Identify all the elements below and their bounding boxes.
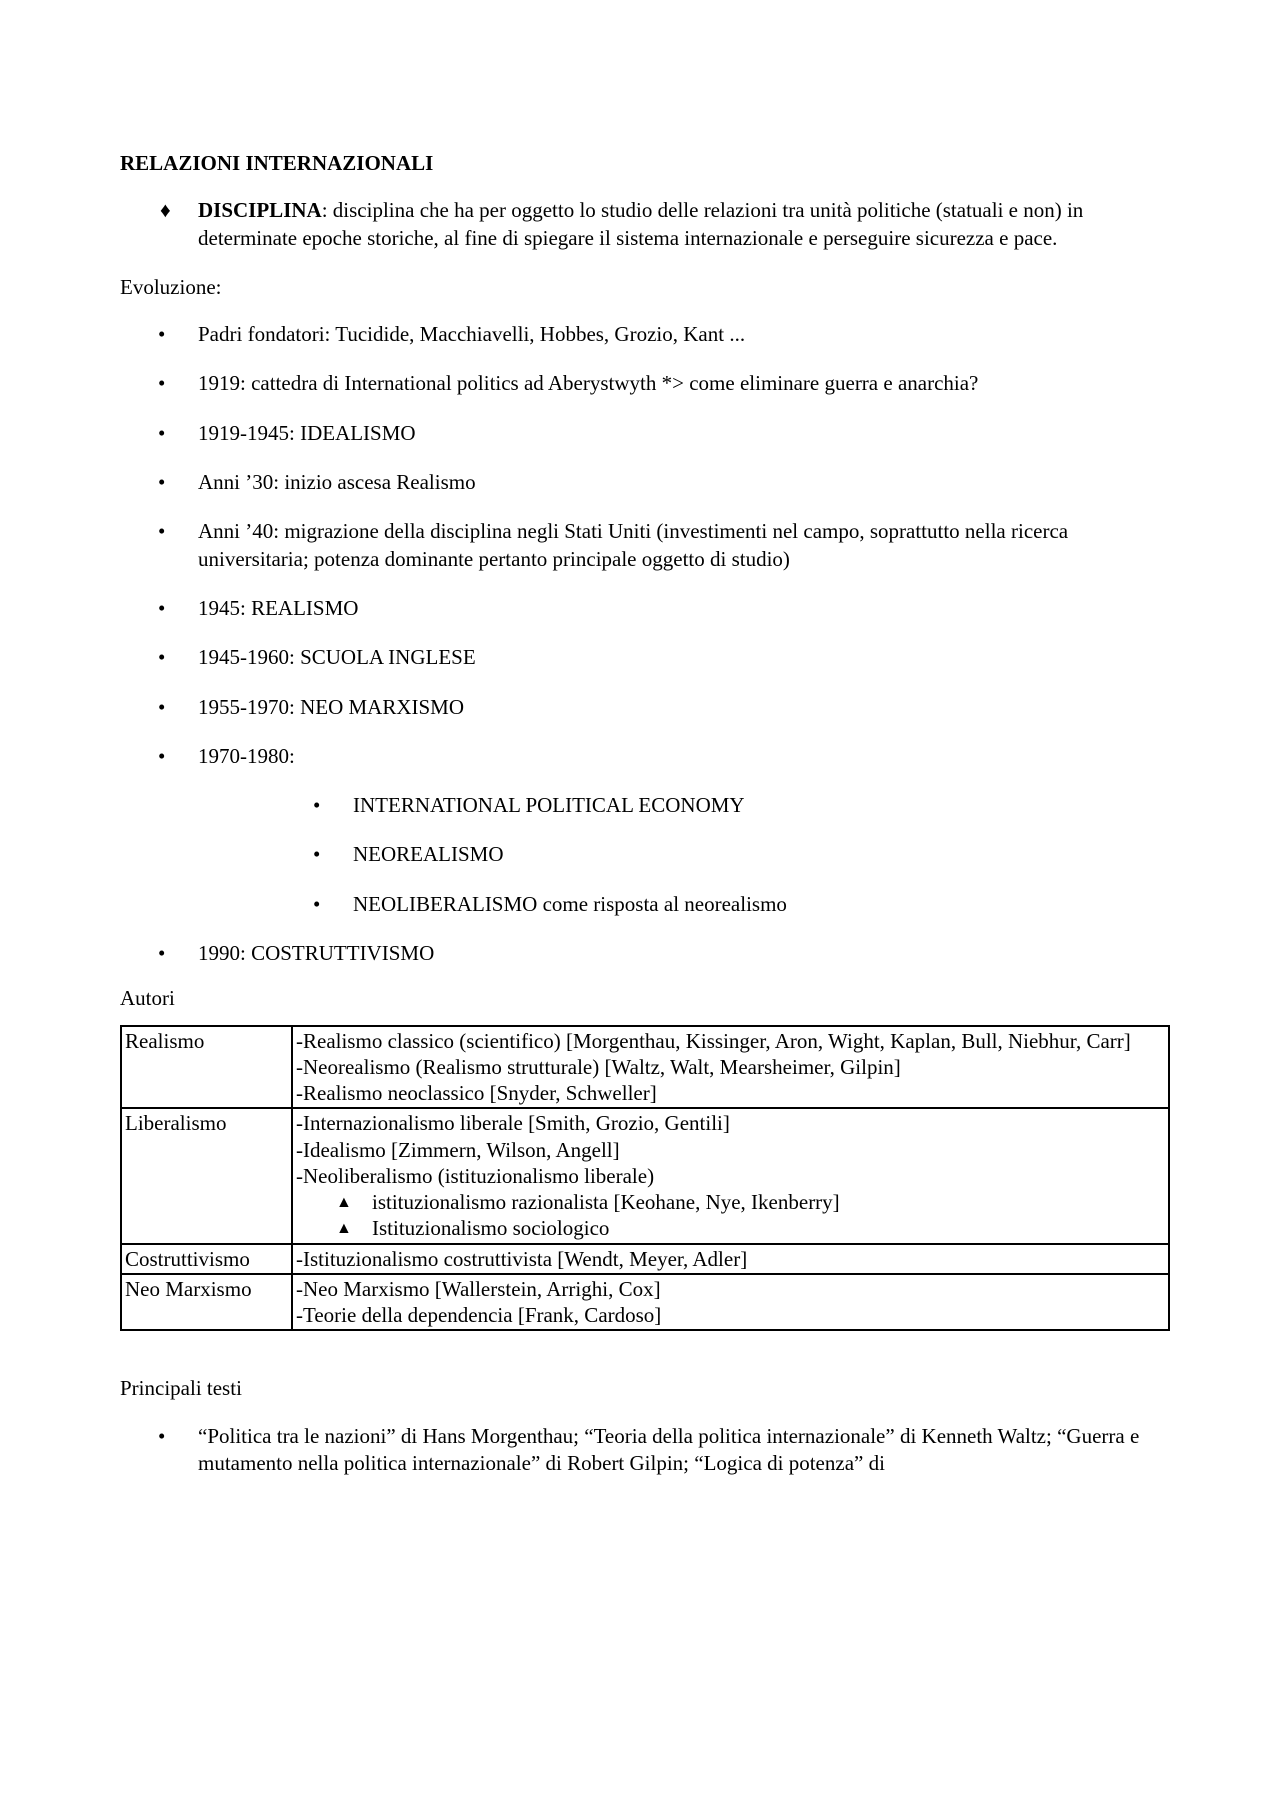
list-item: • 1919-1945: IDEALISMO [120, 420, 1170, 447]
list-item: • “Politica tra le nazioni” di Hans Morgenthau; “Teoria della politica internazionale” di Kenneth Waltz; “Guerra e mutamento nella politica internazionale” di Robert Gilpin; “Logica di potenza” di [158, 1423, 1140, 1475]
sub-list-item: • NEOREALISMO [198, 841, 1170, 868]
bullet-icon: • [158, 420, 166, 445]
list-item: • 1955-1970: NEO MARXISMO [120, 694, 1170, 721]
authors-cell: -Istituzionalismo costruttivista [Wendt, Meyer, Adler] [292, 1244, 1169, 1274]
bullet-icon: • [158, 519, 166, 544]
authors-cell: -Neo Marxismo [Wallerstein, Arrighi, Cox] -Teorie della dependencia [Frank, Cardoso] [292, 1274, 1169, 1331]
document-title: RELAZIONI INTERNAZIONALI [120, 151, 434, 175]
evolution-heading: Evoluzione: [120, 274, 222, 299]
bullet-icon: • [158, 941, 166, 966]
texts-heading: Principali testi [120, 1376, 242, 1401]
sub-list-item: • INTERNATIONAL POLITICAL ECONOMY [198, 792, 1170, 819]
triangle-bullet-icon: ▲ [336, 1220, 352, 1238]
definition-text: : disciplina che ha per oggetto lo studio delle relazioni tra unità politiche (statuali e non) in determinate epoche storiche, al fine di spiegare il sistema internazionale e perseguire sicurezza e pace. [198, 198, 1084, 250]
sub-list [198, 792, 1170, 918]
bullet-icon: • [158, 1423, 166, 1448]
table-row [121, 1108, 1169, 1243]
list-item: • Anni ’40: migrazione della disciplina negli Stati Uniti (investimenti nel campo, soprattutto nella ricerca universitaria; potenza dominante pertanto principale oggetto di studio) [158, 519, 1069, 571]
bullet-icon: • [313, 891, 321, 916]
diamond-bullet-icon: ♦ [160, 198, 171, 223]
list-item: • 1919: cattedra di International politics ad Aberystwyth *> come eliminare guerra e anarchia? [120, 370, 1170, 397]
bullet-icon: • [313, 793, 321, 818]
definition-term: DISCIPLINA [198, 198, 322, 223]
bullet-icon: • [158, 694, 166, 719]
bullet-icon: • [158, 322, 166, 347]
document-page [120, 150, 1170, 1499]
texts-list [120, 1423, 1170, 1478]
bullet-icon: • [158, 371, 166, 396]
table-row [121, 1244, 1169, 1274]
authors-heading: Autori [120, 986, 175, 1011]
sub-list-item: • NEOLIBERALISMO come risposta al neorealismo [198, 891, 1170, 918]
bullet-icon: • [158, 743, 166, 768]
list-item: • 1990: COSTRUTTIVISMO [120, 940, 1170, 967]
list-item: • Padri fondatori: Tucidide, Macchiavelli, Hobbes, Grozio, Kant ... [120, 321, 1170, 348]
school-cell: Costruttivismo [121, 1244, 292, 1274]
list-item: • Anni ’30: inizio ascesa Realismo [120, 469, 1170, 496]
authors-cell: -Internazionalismo liberale [Smith, Grozio, Gentili] -Idealismo [Zimmern, Wilson, Angell] -Neoliberalismo (istituzionalismo liberale) ▲ istituzionalismo razionalista [Keohane, Nye, Ikenberry] ▲ Istituzionalismo sociologico [292, 1108, 1169, 1243]
school-cell: Liberalismo [121, 1108, 292, 1243]
bullet-icon: • [313, 842, 321, 867]
definition-item [120, 197, 1170, 252]
evolution-list [120, 321, 1170, 967]
authors-cell: -Realismo classico (scientifico) [Morgenthau, Kissinger, Aron, Wight, Kaplan, Bull, Niebhur, Carr] -Neorealismo (Realismo strutturale) [Waltz, Walt, Mearsheimer, Gilpin] -Realismo neoclassico [Snyder, Schweller] [292, 1026, 1169, 1109]
list-item: • 1945: REALISMO [120, 595, 1170, 622]
sub-line: ▲ istituzionalismo razionalista [Keohane, Nye, Ikenberry] [336, 1190, 840, 1215]
list-item: • 1970-1980: • INTERNATIONAL POLITICAL ECONOMY • NEOREALISMO • NEOLIBERALISMO come risposta al neorealismo [120, 743, 1170, 918]
bullet-icon: • [158, 595, 166, 620]
table-row [121, 1026, 1169, 1109]
school-cell: Neo Marxismo [121, 1274, 292, 1331]
bullet-icon: • [158, 645, 166, 670]
school-cell: Realismo [121, 1026, 292, 1109]
bullet-icon: • [158, 470, 166, 495]
authors-table [120, 1025, 1170, 1332]
triangle-bullet-icon: ▲ [336, 1194, 352, 1212]
sub-line: ▲ Istituzionalismo sociologico [336, 1216, 610, 1241]
table-row [121, 1274, 1169, 1331]
list-item: • 1945-1960: SCUOLA INGLESE [120, 644, 1170, 671]
